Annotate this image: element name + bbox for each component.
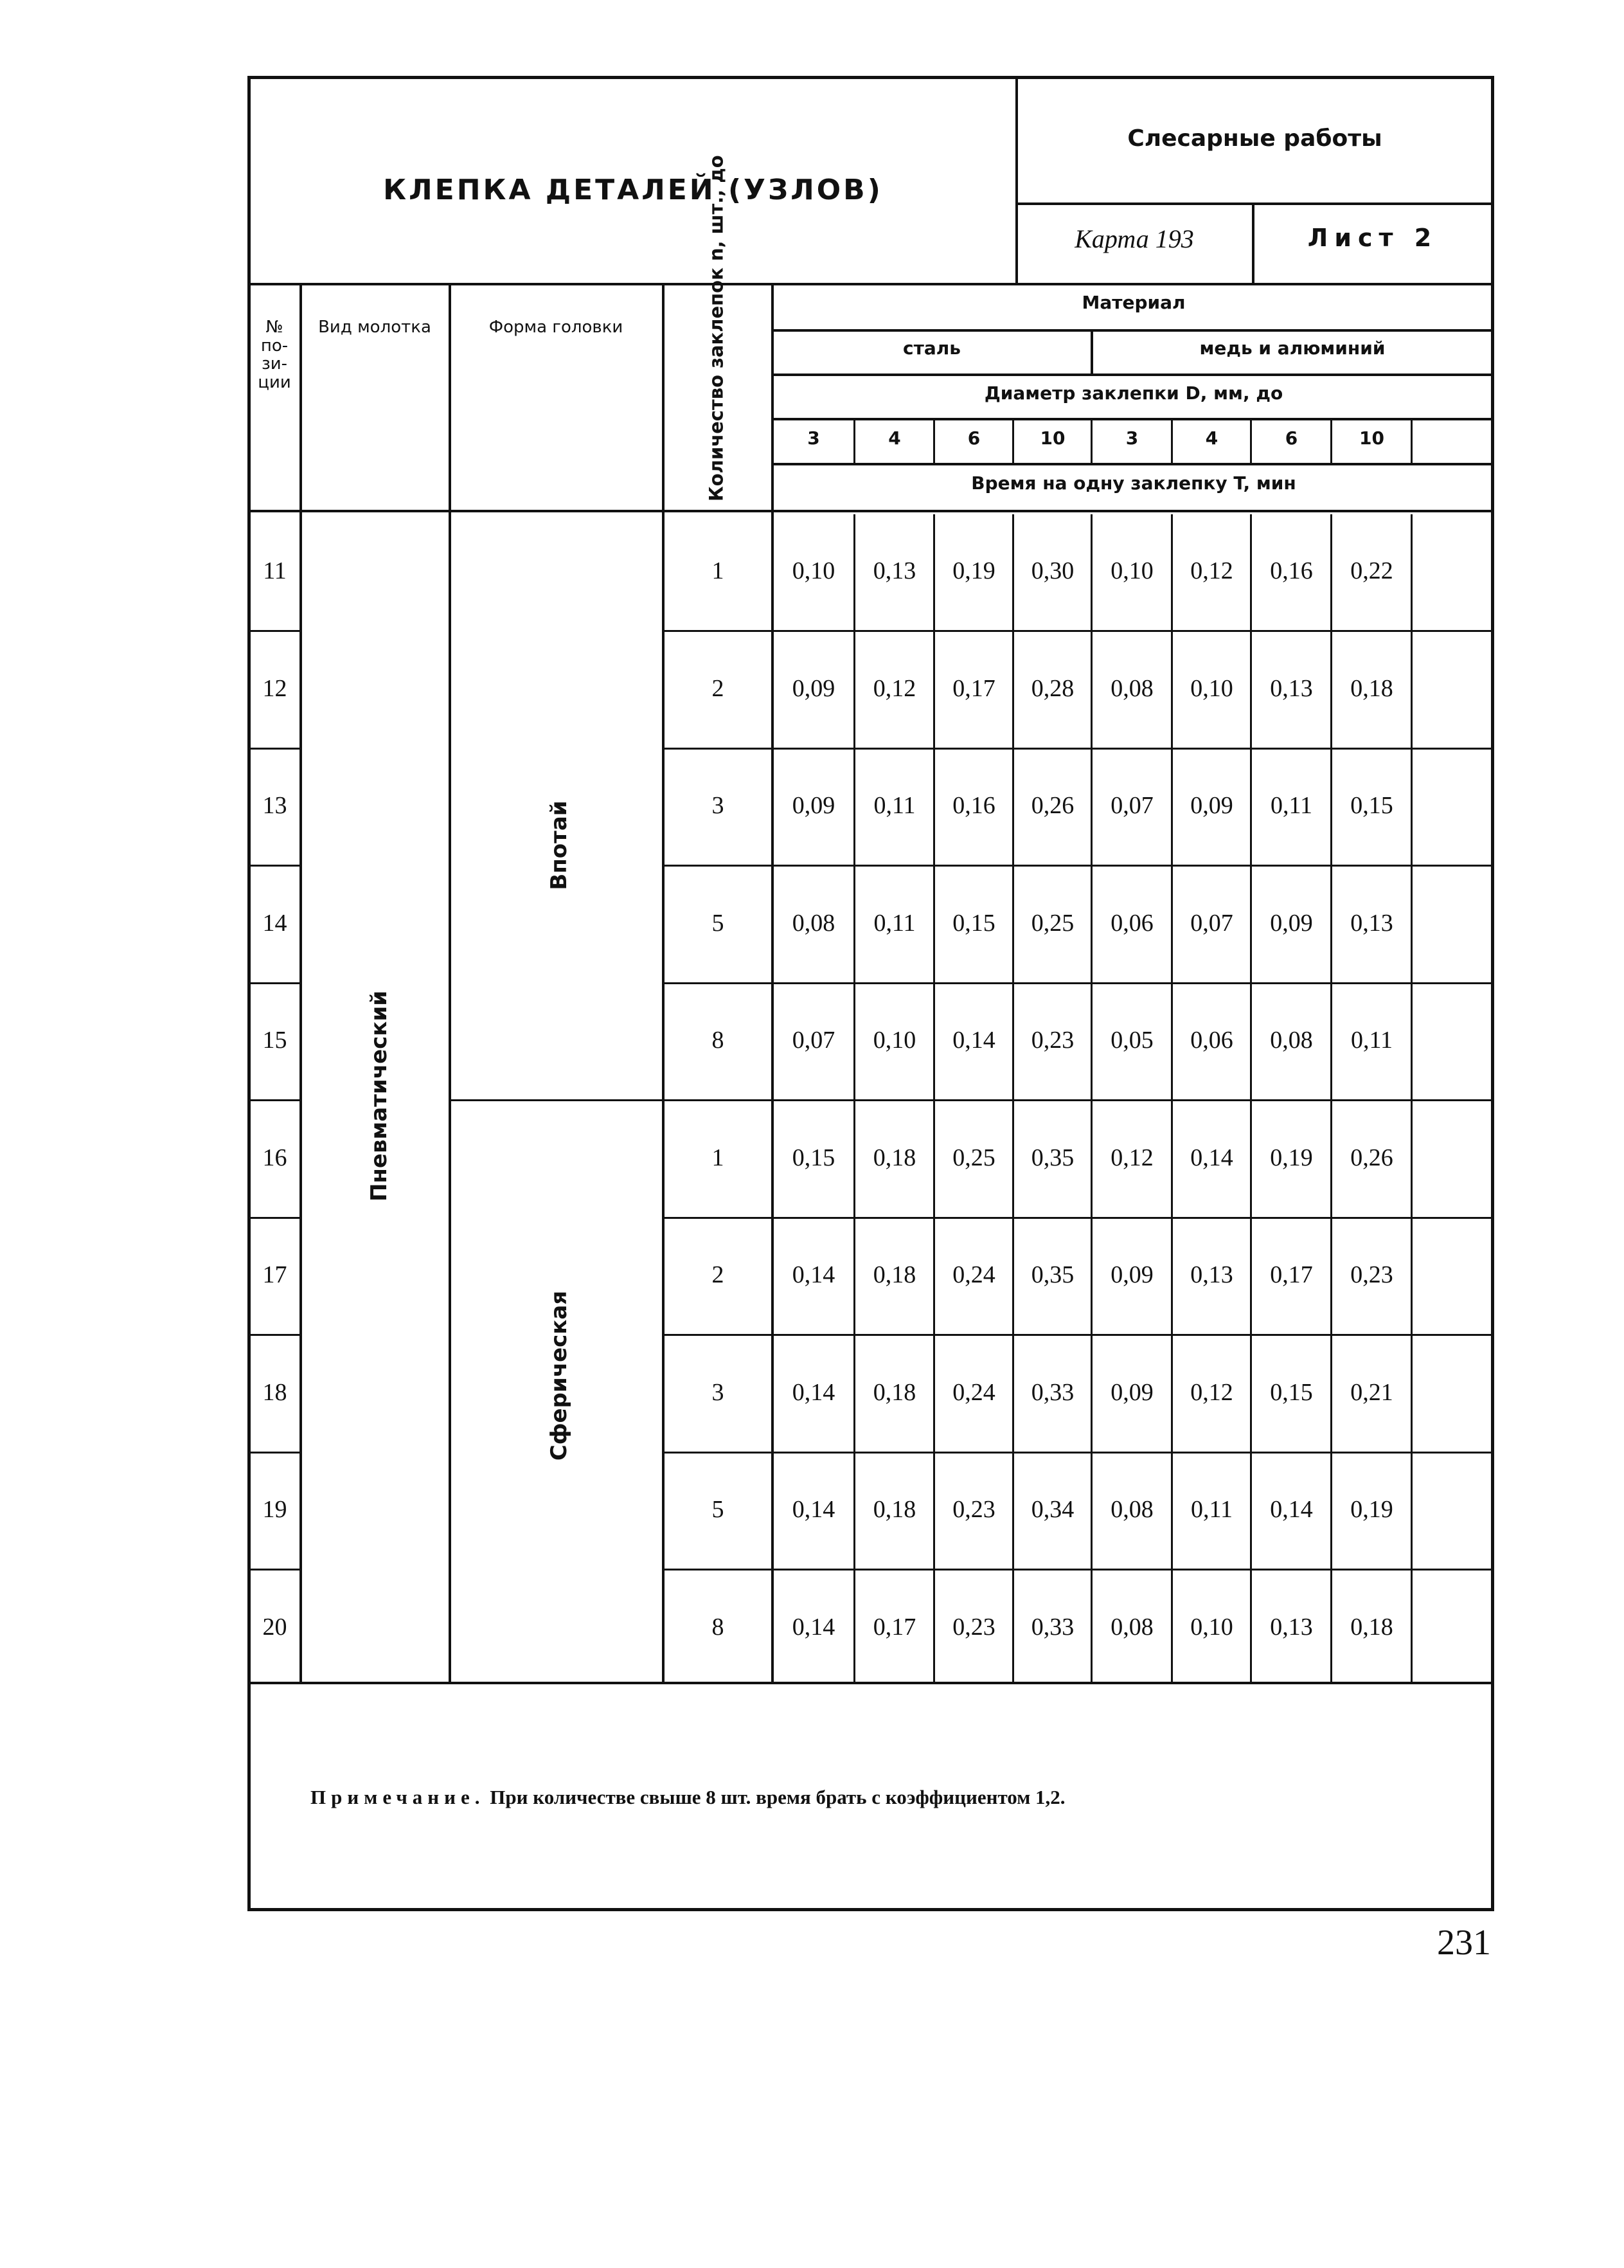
time-value: 0,14 bbox=[1270, 1496, 1313, 1524]
time-value: 0,14 bbox=[792, 1261, 835, 1289]
time-value: 0,08 bbox=[1111, 1496, 1154, 1524]
card-title: КЛЕПКА ДЕТАЛЕЙ (УЗЛОВ) bbox=[383, 174, 883, 206]
time-value: 0,14 bbox=[952, 1027, 995, 1054]
time-value: 0,11 bbox=[1350, 1027, 1393, 1054]
time-value: 0,14 bbox=[792, 1496, 835, 1524]
diameter-value: 3 bbox=[807, 428, 820, 449]
time-value: 0,23 bbox=[1031, 1027, 1075, 1054]
time-value: 0,05 bbox=[1111, 1027, 1154, 1054]
time-value: 0,09 bbox=[1270, 909, 1313, 937]
time-value: 0,15 bbox=[1270, 1378, 1313, 1406]
time-value: 0,18 bbox=[1350, 1613, 1393, 1641]
note bbox=[310, 1786, 1480, 1809]
header-divider bbox=[1015, 77, 1018, 284]
diameter-value: 10 bbox=[1040, 428, 1066, 449]
time-value: 0,08 bbox=[792, 909, 835, 937]
position-header: № по-зи-ции bbox=[258, 318, 291, 392]
time-value: 0,16 bbox=[952, 792, 995, 820]
position-number: 20 bbox=[262, 1613, 287, 1641]
subcol-line bbox=[933, 418, 935, 463]
time-value: 0,10 bbox=[792, 557, 835, 585]
time-value: 0,13 bbox=[1350, 909, 1393, 937]
time-value: 0,10 bbox=[1190, 1613, 1233, 1641]
rivet-count: 2 bbox=[711, 1261, 724, 1289]
subcol-line bbox=[1012, 418, 1014, 463]
col-line bbox=[299, 283, 302, 1682]
position-number: 11 bbox=[263, 557, 287, 585]
head-shape-header: Форма головки bbox=[488, 318, 623, 337]
position-number: 19 bbox=[262, 1496, 287, 1524]
time-value: 0,09 bbox=[1111, 1261, 1154, 1289]
time-value: 0,19 bbox=[1350, 1496, 1393, 1524]
page-number: 231 bbox=[1437, 1923, 1491, 1963]
diameter-value: 4 bbox=[888, 428, 901, 449]
position-number: 14 bbox=[262, 909, 287, 937]
position-number: 18 bbox=[262, 1378, 287, 1406]
time-value: 0,18 bbox=[873, 1261, 916, 1289]
time-value: 0,25 bbox=[1031, 909, 1075, 937]
time-value: 0,15 bbox=[792, 1144, 835, 1171]
time-value: 0,18 bbox=[873, 1378, 916, 1406]
time-value: 0,07 bbox=[1111, 792, 1154, 820]
time-value: 0,17 bbox=[952, 674, 995, 702]
time-value: 0,26 bbox=[1350, 1144, 1393, 1171]
time-value: 0,12 bbox=[1190, 1378, 1233, 1406]
time-value: 0,12 bbox=[873, 674, 916, 702]
time-value: 0,21 bbox=[1350, 1378, 1393, 1406]
material-header: Материал bbox=[1082, 292, 1186, 313]
header-rule bbox=[771, 374, 1494, 376]
time-value: 0,18 bbox=[873, 1496, 916, 1524]
material-steel: сталь bbox=[903, 338, 961, 359]
rivet-count: 1 bbox=[711, 557, 724, 585]
time-value: 0,35 bbox=[1031, 1144, 1075, 1171]
subcol-line bbox=[1330, 418, 1332, 463]
time-value: 0,14 bbox=[1190, 1144, 1233, 1171]
time-value: 0,35 bbox=[1031, 1261, 1075, 1289]
time-value: 0,23 bbox=[1350, 1261, 1393, 1289]
rivet-count: 3 bbox=[711, 1378, 724, 1406]
position-number: 15 bbox=[262, 1027, 287, 1054]
time-value: 0,28 bbox=[1031, 674, 1075, 702]
head-shape-flush: Впотай bbox=[546, 800, 572, 890]
category-title: Слесарные работы bbox=[1127, 125, 1382, 152]
time-value: 0,33 bbox=[1031, 1613, 1075, 1641]
head-shape-spherical: Сферическая bbox=[546, 1290, 572, 1461]
subcol-line bbox=[1171, 514, 1173, 1682]
rivet-count: 1 bbox=[711, 1144, 724, 1171]
diameter-value: 4 bbox=[1205, 428, 1218, 449]
rivet-count: 5 bbox=[711, 1496, 724, 1524]
subcol-line bbox=[1012, 514, 1014, 1682]
subcol-line bbox=[1330, 514, 1332, 1682]
diameter-header: Диаметр заклепки D, мм, до bbox=[984, 382, 1283, 404]
time-value: 0,12 bbox=[1190, 557, 1233, 585]
note-text: При количестве свыше 8 шт. время брать с коэффициентом 1,2. bbox=[490, 1786, 1066, 1808]
time-value: 0,10 bbox=[873, 1027, 916, 1054]
time-value: 0,15 bbox=[952, 909, 995, 937]
time-value: 0,07 bbox=[1190, 909, 1233, 937]
time-value: 0,11 bbox=[1190, 1496, 1233, 1524]
time-value: 0,13 bbox=[1270, 1613, 1313, 1641]
subcol-line bbox=[853, 418, 855, 463]
time-value: 0,11 bbox=[873, 909, 916, 937]
time-value: 0,18 bbox=[873, 1144, 916, 1171]
header-rule bbox=[771, 418, 1494, 420]
subcol-line bbox=[1171, 418, 1173, 463]
diameter-value: 6 bbox=[967, 428, 981, 449]
time-value: 0,08 bbox=[1270, 1027, 1313, 1054]
position-number: 13 bbox=[262, 792, 287, 820]
note-label: Примечание. bbox=[310, 1786, 485, 1808]
subcol-line bbox=[853, 514, 855, 1682]
time-value: 0,30 bbox=[1031, 557, 1075, 585]
header-rule bbox=[771, 463, 1494, 465]
hammer-type-label: Пневматический bbox=[366, 990, 392, 1202]
position-number: 16 bbox=[262, 1144, 287, 1171]
time-value: 0,24 bbox=[952, 1261, 995, 1289]
time-value: 0,23 bbox=[952, 1613, 995, 1641]
diameter-value: 10 bbox=[1359, 428, 1384, 449]
time-value: 0,09 bbox=[1190, 792, 1233, 820]
time-value: 0,25 bbox=[952, 1144, 995, 1171]
diameter-value: 3 bbox=[1125, 428, 1139, 449]
time-value: 0,11 bbox=[1270, 792, 1313, 820]
time-value: 0,26 bbox=[1031, 792, 1075, 820]
rivet-count: 5 bbox=[711, 909, 724, 937]
time-value: 0,19 bbox=[1270, 1144, 1313, 1171]
time-value: 0,10 bbox=[1111, 557, 1154, 585]
time-value: 0,09 bbox=[792, 674, 835, 702]
subcol-line bbox=[1411, 418, 1413, 463]
time-value: 0,08 bbox=[1111, 1613, 1154, 1641]
header-bottom-rule bbox=[247, 283, 1494, 285]
time-value: 0,07 bbox=[792, 1027, 835, 1054]
hammer-header: Вид молотка bbox=[318, 318, 431, 337]
time-value: 0,12 bbox=[1111, 1144, 1154, 1171]
time-per-rivet-header: Время на одну заклепку T, мин bbox=[971, 473, 1296, 494]
time-value: 0,24 bbox=[952, 1378, 995, 1406]
subcol-line bbox=[1411, 514, 1413, 1682]
position-number: 12 bbox=[262, 674, 287, 702]
col-line bbox=[449, 283, 451, 1682]
time-value: 0,17 bbox=[873, 1613, 916, 1641]
time-value: 0,09 bbox=[792, 792, 835, 820]
rivet-count: 2 bbox=[711, 674, 724, 702]
material-copper-aluminium: медь и алюминий bbox=[1199, 338, 1386, 359]
sheet-number: Лист 2 bbox=[1307, 224, 1438, 252]
time-value: 0,09 bbox=[1111, 1378, 1154, 1406]
time-value: 0,13 bbox=[1270, 674, 1313, 702]
time-value: 0,23 bbox=[952, 1496, 995, 1524]
subcol-line bbox=[1250, 418, 1252, 463]
rivet-count-header: Количество заклепок n, шт., до bbox=[705, 155, 727, 501]
time-value: 0,08 bbox=[1111, 674, 1154, 702]
time-value: 0,06 bbox=[1190, 1027, 1233, 1054]
position-number: 17 bbox=[262, 1261, 287, 1289]
rivet-count: 8 bbox=[711, 1613, 724, 1641]
time-value: 0,13 bbox=[1190, 1261, 1233, 1289]
time-value: 0,15 bbox=[1350, 792, 1393, 820]
time-value: 0,13 bbox=[873, 557, 916, 585]
time-value: 0,11 bbox=[873, 792, 916, 820]
time-value: 0,14 bbox=[792, 1613, 835, 1641]
time-value: 0,14 bbox=[792, 1378, 835, 1406]
time-value: 0,19 bbox=[952, 557, 995, 585]
time-value: 0,22 bbox=[1350, 557, 1393, 585]
time-value: 0,33 bbox=[1031, 1378, 1075, 1406]
time-value: 0,10 bbox=[1190, 674, 1233, 702]
time-value: 0,18 bbox=[1350, 674, 1393, 702]
time-value: 0,06 bbox=[1111, 909, 1154, 937]
subcol-line bbox=[933, 514, 935, 1682]
time-value: 0,16 bbox=[1270, 557, 1313, 585]
time-value: 0,17 bbox=[1270, 1261, 1313, 1289]
subcol-line bbox=[1250, 514, 1252, 1682]
subcol-line bbox=[1091, 514, 1093, 1682]
time-value: 0,34 bbox=[1031, 1496, 1075, 1524]
header-rule bbox=[771, 329, 1494, 332]
subcol-line bbox=[1091, 418, 1093, 463]
card-number: Карта 193 bbox=[1075, 224, 1194, 253]
rivet-count: 8 bbox=[711, 1027, 724, 1054]
rivet-count: 3 bbox=[711, 792, 724, 820]
diameter-value: 6 bbox=[1285, 428, 1298, 449]
